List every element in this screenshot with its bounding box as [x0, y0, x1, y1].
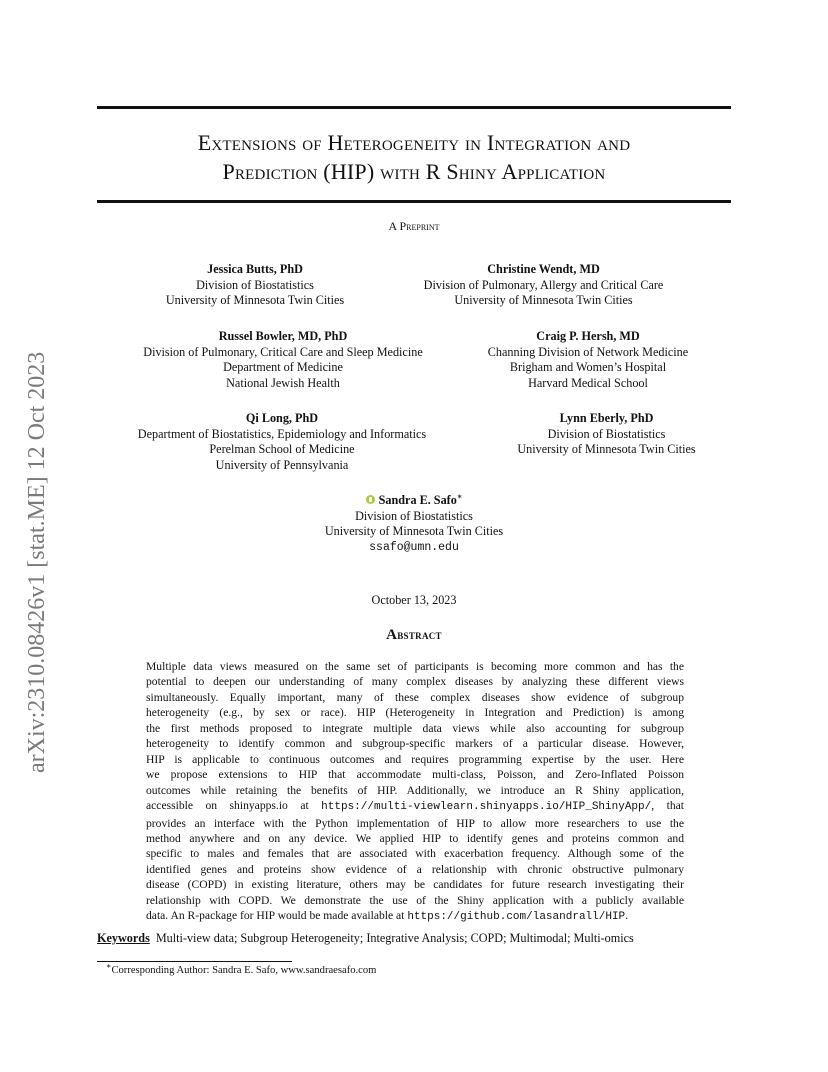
github-url-link[interactable]: https://github.com/lasandrall/HIP [407, 911, 626, 924]
author-affiliation: Division of Biostatistics [196, 277, 314, 292]
arxiv-sidebar-stamp: arXiv:2310.08426v1 [stat.ME] 12 Oct 2023 [24, 351, 50, 773]
author-name: Lynn Eberly, PhD [559, 411, 654, 425]
abstract-line: specific to males and females that are associated with exacerbation frequency. Although some of the [146, 847, 684, 861]
title-line-1: Extensions of Heterogeneity in Integration and [197, 130, 631, 155]
author-affiliation: Perelman School of Medicine [209, 442, 355, 456]
author-affiliation: Division of Biostatistics [547, 426, 666, 441]
author-affiliation: Brigham and Women’s Hospital [509, 360, 667, 374]
author-affiliation: Department of Biostatistics, Epidemiology and Informatics [137, 426, 427, 441]
author-affiliation: National Jewish Health [226, 375, 340, 390]
abstract-line [146, 798, 684, 815]
footnote-mark: ∗ [106, 961, 112, 971]
author-block-hersh [468, 329, 708, 391]
abstract-body [146, 659, 684, 926]
author-name: Jessica Butts, PhD [207, 262, 303, 276]
abstract-line: we propose extensions to HIP that accommodate multi-class, Poisson, and Zero-Inflated Poisson [146, 768, 684, 782]
author-affiliation: University of Minnesota Twin Cities [165, 293, 345, 307]
author-name: Russel Bowler, MD, PhD [218, 329, 348, 343]
abstract-line: simultaneously. Equally important, many of these complex diseases show evidence of subgroup [146, 690, 684, 704]
author-affiliation: University of Pennsylvania [215, 457, 349, 472]
author-block-long [112, 411, 452, 473]
preprint-label: A Preprint [388, 219, 440, 233]
keywords-text: Multi-view data; Subgroup Heterogeneity; Integrative Analysis; COPD; Multimodal; Multi-omics [155, 931, 634, 945]
orcid-icon[interactable] [366, 495, 375, 504]
abstract-line: relationship with COPD. We demonstrate the use of the Shiny application with a publicly available [146, 893, 684, 907]
author-name: Christine Wendt, MD [487, 262, 600, 276]
abstract-text: , that [651, 799, 684, 813]
abstract-line: identified genes and proteins show evidence of a relationship with chronic obstructive pulmonary [146, 862, 684, 876]
abstract-line: the first methods proposed to integrate multiple data views while also accounting for subgroup [146, 721, 684, 735]
footnote [106, 961, 377, 976]
title-line-2: Prediction (HIP) with R Shiny Application [222, 159, 606, 184]
abstract-line [146, 908, 684, 925]
shiny-app-url-link[interactable]: https://multi-viewlearn.shinyapps.io/HIP_ShinyApp/ [321, 801, 652, 814]
abstract-line: Multiple data views measured on the same set of participants is becoming more common and has the [146, 660, 684, 673]
abstract-heading-initial: A [386, 627, 398, 643]
author-block-bowler [118, 329, 448, 391]
author-affiliation: Harvard Medical School [528, 375, 648, 390]
abstract-line: provides an interface with the Python implementation of HIP to allow more researchers to use the [146, 816, 684, 830]
author-block-wendt [400, 262, 687, 309]
author-affiliation: Division of Pulmonary, Allergy and Critical Care [423, 277, 664, 292]
footnote-rule [97, 961, 292, 962]
keywords-label: Keywords [97, 931, 150, 945]
abstract-line: HIP is applicable to continuous outcomes and requires programming expertise by the user. Here [146, 752, 684, 766]
abstract-line: outcomes while retaining the benefits of HIP. Additionally, we introduce an R Shiny application, [146, 783, 684, 797]
title-rule-top [97, 106, 731, 109]
abstract-text: . [625, 909, 629, 923]
paper-title [97, 128, 731, 186]
author-name: Craig P. Hersh, MD [536, 329, 640, 343]
author-email-link[interactable]: ssafo@umn.edu [369, 540, 459, 554]
author-block-safo [300, 493, 528, 555]
abstract-line: disease (COPD) in existing literature, others may be candidates for future research investigating their [146, 878, 684, 892]
author-block-eberly [498, 411, 715, 458]
author-affiliation: University of Minnesota Twin Cities [324, 524, 504, 538]
author-affiliation: University of Minnesota Twin Cities [454, 293, 633, 307]
author-name: Qi Long, PhD [245, 411, 319, 425]
abstract-text: accessible on shinyapps.io at [146, 799, 322, 813]
paper-date: October 13, 2023 [371, 593, 457, 607]
abstract-heading [0, 627, 828, 644]
author-affiliation: Division of Pulmonary, Critical Care and Sleep Medicine [143, 344, 423, 359]
title-rule-bottom [97, 200, 731, 203]
author-affiliation: Department of Medicine [223, 360, 343, 374]
abstract-line: method anywhere and on any device. We applied HIP to identify genes and proteins common and [146, 831, 684, 845]
footnote-mark: ∗ [456, 491, 463, 501]
author-block-butts [141, 262, 369, 309]
abstract-text: data. An R-package for HIP would be made available at [146, 909, 408, 923]
abstract-heading-rest: bstract [397, 627, 442, 642]
footnote-text: Corresponding Author: Sandra E. Safo, www.sandraesafo.com [111, 965, 377, 976]
author-name [300, 493, 528, 509]
keywords-line [97, 931, 634, 946]
author-affiliation: University of Minnesota Twin Cities [517, 442, 696, 456]
author-name-text: Sandra E. Safo [378, 493, 457, 507]
author-affiliation: Division of Biostatistics [355, 508, 473, 523]
author-affiliation: Channing Division of Network Medicine [487, 344, 689, 359]
abstract-line: heterogeneity to identify common and subgroup-specific markers of a particular disease. However, [146, 737, 684, 751]
abstract-line: potential to deepen our understanding of many complex diseases by analyzing these different views [146, 675, 684, 689]
abstract-line: heterogeneity (e.g., by sex or race). HIP (Heterogeneity in Integration and Prediction) is among [146, 706, 684, 720]
